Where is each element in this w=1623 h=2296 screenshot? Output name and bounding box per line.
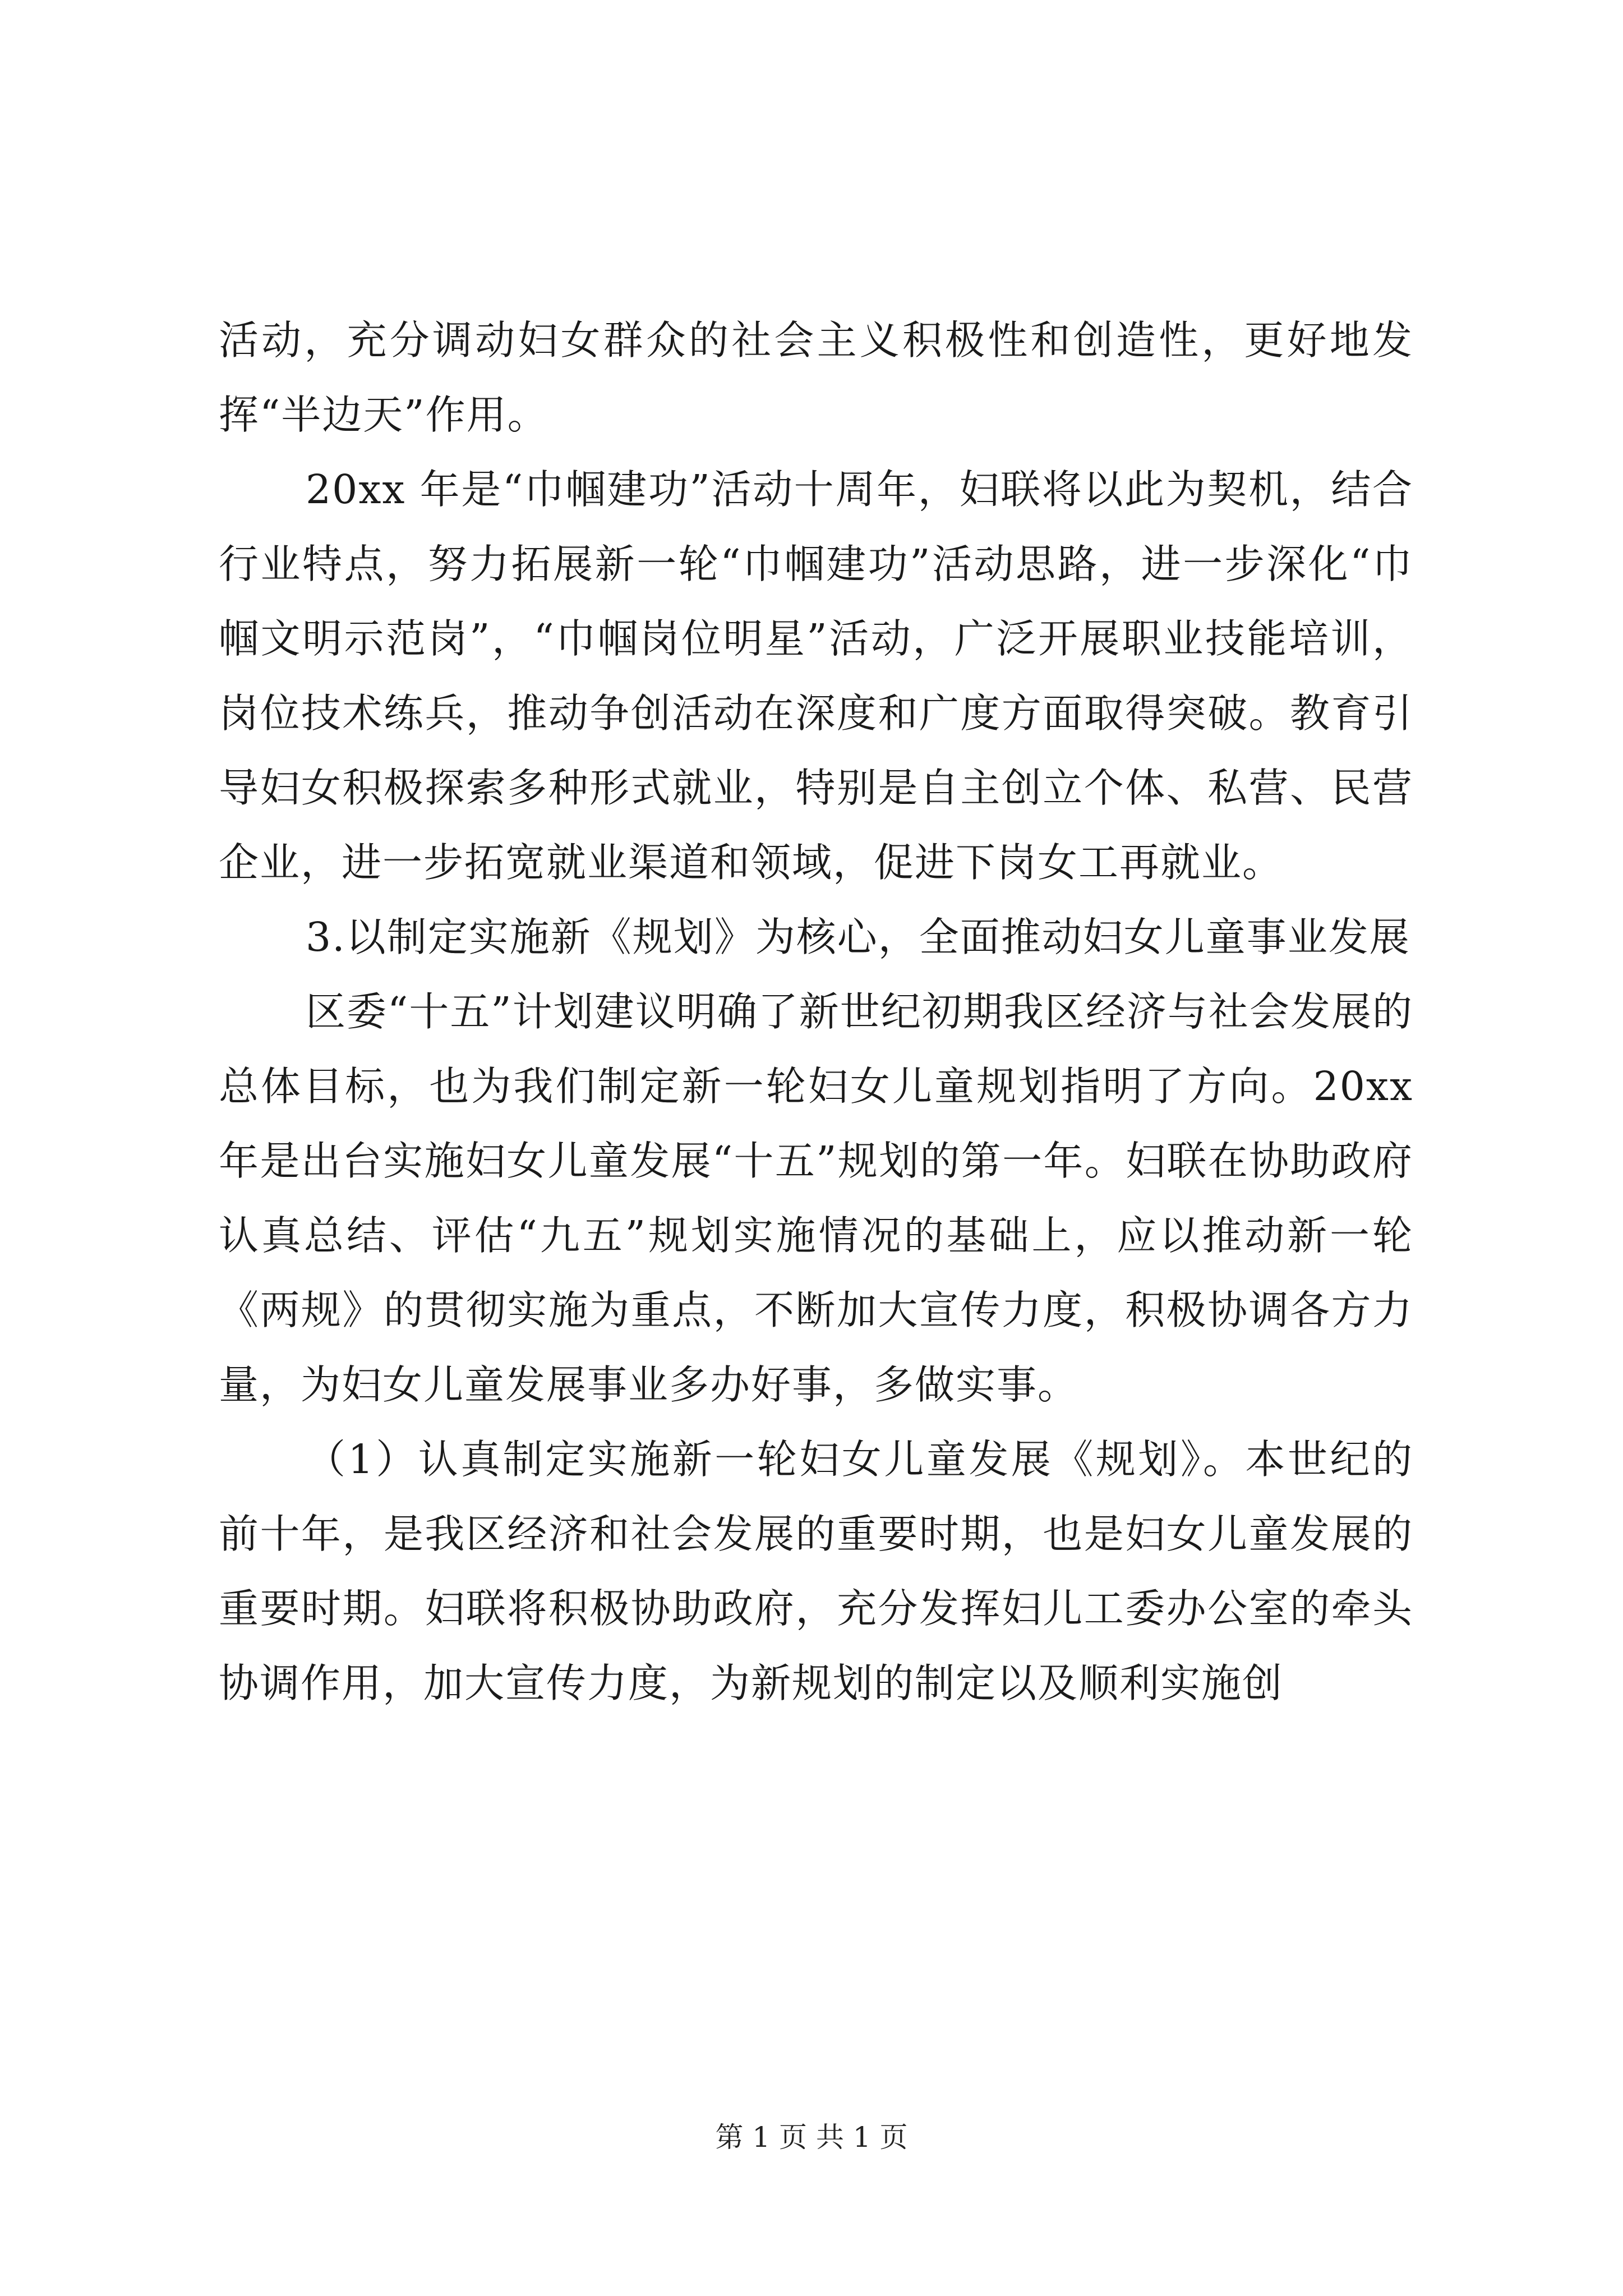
paragraph-continuation: 活动，充分调动妇女群众的社会主义积极性和创造性，更好地发挥“半边天”作用。 [219, 317, 1413, 438]
paragraph-jinguo-jiangong: 20xx 年是“巾帼建功”活动十周年，妇联将以此为契机，结合行业特点，努力拓展新一轮“巾帼建功”活动思路，进一步深化“巾帼文明示范岗”，“巾帼岗位明星”活动，广泛开展职业技能培训，岗位技术练兵，推动争创活动在深度和广度方面取得突破。教育引导妇女积极探索多种形式就业，特别是自主创立个体、私营、民营企业，进一步拓宽就业渠道和领域，促进下岗女工再就业。 [219, 466, 1413, 886]
paragraph-item-1: （1）认真制定实施新一轮妇女儿童发展《规划》。本世纪的前十年，是我区经济和社会发展的重要时期，也是妇女儿童发展的重要时期。妇联将积极协助政府，充分发挥妇儿工委办公室的牵头协调作用，加大宣传力度，为新规划的制定以及顺利实施创 [219, 1436, 1413, 1706]
paragraph-shiwu-plan: 区委“十五”计划建议明确了新世纪初期我区经济与社会发展的总体目标，也为我们制定新一轮妇女儿童规划指明了方向。20xx 年是出台实施妇女儿童发展“十五”规划的第一年。妇联在协助政府认真总结、评估“九五”规划实施情况的基础上，应以推动新一轮《两规》的贯彻实施为重点，不断加大宣传力度，积极协调各方力量，为妇女儿童发展事业多办好事，多做实事。 [219, 988, 1413, 1408]
page-footer: 第 1 页 共 1 页 [715, 2121, 908, 2154]
section-heading-3: 3.以制定实施新《规划》为核心，全面推动妇女儿童事业发展 [306, 914, 1410, 960]
document-body [219, 303, 1413, 1720]
